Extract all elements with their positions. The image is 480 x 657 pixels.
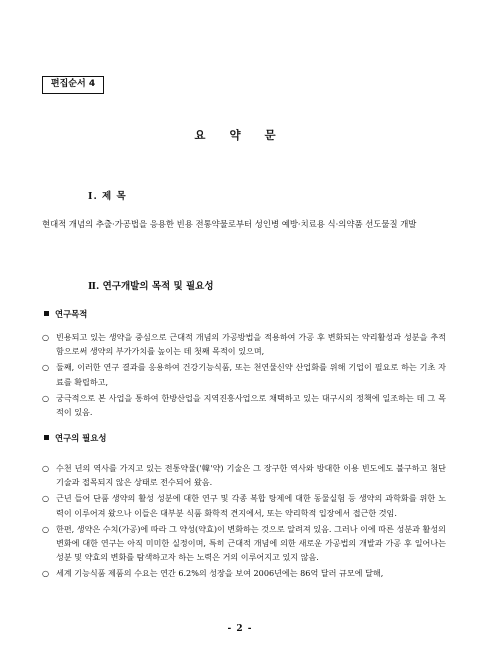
list-item-text: 근년 들어 단품 생약의 활성 성분에 대한 연구 및 각종 복합 탕제에 대한 동물실험 등 생약의 과학화를 위한 노력이 이루어져 왔으나 이들은 대부분 식품 화학적 견지에서, 또는 약리학적 입장에서 접근한 것임. — [56, 493, 446, 518]
list-item — [42, 491, 446, 519]
summary-title: 요 약 문 — [194, 128, 286, 142]
purpose-list — [42, 330, 446, 421]
list-item-text: 한편, 생약은 수치(가공)에 따라 그 약성(약효)이 변화하는 것으로 알려져 있음. 그러나 이에 따른 성분과 활성의 변화에 대한 연구는 아직 미미한 실정이며, 특히 근대적 개념에 의한 새로운 가공법의 개발과 가공 후 일어나는 성분 및 약효의 변화를 탐색하고자 하는 노력은 거의 이루어지고 있지 않음. — [56, 523, 446, 563]
subsection-purpose-label: 연구목적 — [55, 309, 88, 319]
list-item-text: 둘째, 이러한 연구 결과를 응용하여 건강기능식품, 또는 천연물신약 산업화를 위해 기업이 필요로 하는 기초 자료를 확립하고, — [56, 362, 446, 387]
circle-bullet-icon: ○ — [42, 568, 50, 579]
project-topic: 현대적 개념의 추출·가공법을 응용한 빈용 전통약물로부터 성인병 예방·치료용 식·의약품 선도물질 개발 — [42, 219, 417, 229]
edit-order-label: 편집순서 4 — [42, 76, 104, 94]
list-item — [42, 461, 446, 489]
circle-bullet-icon: ○ — [42, 332, 50, 342]
square-bullet-icon — [44, 435, 49, 440]
list-item — [42, 330, 446, 358]
circle-bullet-icon: ○ — [42, 463, 50, 473]
subsection-purpose — [44, 308, 87, 320]
section-purpose-heading: Ⅱ. 연구개발의 목적 및 필요성 — [88, 281, 214, 292]
list-item — [42, 391, 446, 419]
list-item-text: 빈용되고 있는 생약을 중심으로 근대적 개념의 가공방법을 적용하여 가공 후 변화되는 약리활성과 성분을 추적함으로써 생약의 부가가치를 높이는 데 첫째 목적이 있으며, — [56, 332, 446, 357]
subsection-necessity-label: 연구의 필요성 — [55, 433, 107, 443]
page-number: - 2 - — [227, 624, 253, 634]
list-item-text: 세계 기능식품 제품의 수요는 연간 6.2%의 성장을 보여 2006년에는 86억 달러 규모에 달해, — [56, 568, 384, 579]
list-item-text: 궁극적으로 본 사업을 통하여 한방산업을 지역진흥사업으로 채택하고 있는 대구시의 정책에 일조하는 데 그 목적이 있음. — [56, 392, 446, 418]
subsection-necessity — [44, 432, 106, 444]
section-title-heading: Ⅰ. 제 목 — [88, 191, 127, 202]
list-item — [42, 522, 446, 565]
circle-bullet-icon: ○ — [42, 493, 50, 504]
list-item — [42, 566, 446, 580]
circle-bullet-icon: ○ — [42, 523, 50, 534]
list-item — [42, 360, 446, 388]
square-bullet-icon — [44, 311, 49, 316]
list-item-text: 수천 년의 역사를 가지고 있는 전통약물('韓'약) 기술은 그 장구한 역사와 방대한 이용 빈도에도 불구하고 첨단기술과 접목되지 않은 상태로 전수되어 왔음. — [56, 463, 446, 488]
circle-bullet-icon: ○ — [42, 392, 50, 403]
circle-bullet-icon: ○ — [42, 362, 50, 373]
necessity-list — [42, 461, 446, 583]
